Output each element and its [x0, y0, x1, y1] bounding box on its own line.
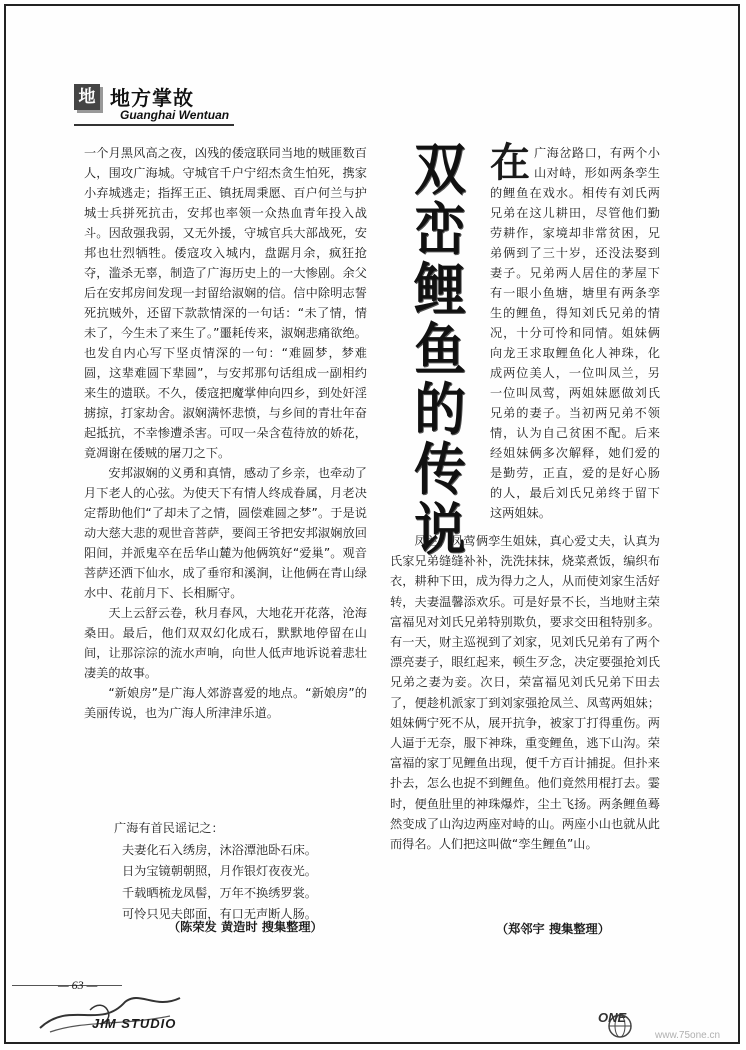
right-bottom-column [390, 531, 660, 854]
watermark-badge: ONE [598, 1010, 627, 1025]
left-paragraph: “新娘房”是广海人郊游喜爱的地点。“新娘房”的美丽传说，也为广海人所津津乐道。 [84, 686, 367, 720]
title-char: 传 [414, 437, 466, 503]
title-char: 说 [414, 497, 466, 563]
left-paragraph: 天上云舒云卷，秋月春风，大地花开花落，沧海桑田。最后，他们双双幻化成石，默默地停留在山间，让那淙淙的流水声响，向世人低声地诉说着悲壮凄美的故事。 [84, 606, 367, 680]
section-title: 地方掌故 [110, 86, 194, 110]
title-char: 鲤 [414, 257, 466, 323]
drop-cap: 在 [490, 139, 530, 186]
left-paragraph: 一个月黑风高之夜，凶残的倭寇联同当地的贼匪数百人，围攻广海城。守城官千户宁绍杰贪生怕死，携家小弃城逃走；指挥王正、镇抚周秉愿、百户何兰与护城士兵拼死抗击，安邦也率领一众热血青年投入战斗。因敌强我弱，又无外援，守城官兵大部战死，安邦也壮烈牺牲。倭寇攻入城内，盘踞月余，疯狂抢夺，滥杀无辜，制造了广海历史上的一大惨剧。余父后在安邦房间发现一封留给淑娴的信。信中除明志誓死抗贼外，还留下款款情深的一句话：“未了情，情未了，今生未了来生了。”噩耗传来，淑娴悲痛欲绝。也发自内心写下坚贞情深的一句：“难圆梦，梦难圆，这辈难圆下辈圆”，与安邦那句话组成一副相约来生的遗联。不久，倭寇把魔掌伸向四乡，到处奸淫掳掠，打家劫舍。淑娴满怀悲愤，与乡间的青壮年奋起抵抗，不幸惨遭杀害。可叹一朵含苞待放的娇花，竟凋谢在倭贼的屠刀之下。 [84, 146, 367, 460]
title-char: 峦 [414, 197, 466, 263]
header-divider [74, 124, 234, 126]
right-top-paragraph: 广海岔路口，有两个小山对峙，形如两条孪生的鲤鱼在戏水。相传有刘氏两兄弟在这儿耕田，尽管他们勤劳耕作，家境却非常贫困，兄弟俩到了三十岁，还没法娶到妻子。兄弟两人居住的茅屋下有一眼小鱼塘，塘里有两条孪生的鲤鱼，得知刘氏兄弟的情况，十分可怜和同情。姐妹俩向龙王求取鲤鱼化人神珠，化成两位美人，一位叫凤兰，另一位叫凤莺，两姐妹愿做刘氏兄弟的妻子。当初两兄弟不领情，认为自己贫困不配。后来经姐妹俩多次解释，她们爱的是勤劳，正直，爱的是好心肠的人，最后刘氏兄弟终于留下这两姐妹。 [490, 146, 660, 520]
right-credit: （郑邻宇 搜集整理） [496, 922, 610, 936]
left-paragraph: 安邦淑娴的义勇和真情，感动了乡亲，也牵动了月下老人的心弦。为使天下有情人终成眷属，月老决定帮助他们“了却未了之情，圆偿难圆之梦”。于是说动大慈大悲的观世音菩萨，要阎王爷把安邦淑娴放回阳间，并派鬼卒在岳华山麓为他俩筑好“爱巢”。观音菩萨还洒下仙水，成了垂帘和溪涧，让他俩在青山绿水中、花前月下、长相厮守。 [84, 466, 367, 600]
poem-line: 可怜只见夫郎面，有口无声断人肠。 [122, 907, 317, 921]
folk-poem [100, 818, 370, 926]
page-number: — 63 — [58, 978, 98, 992]
section-subtitle: Guanghai Wentuan [120, 108, 230, 122]
article-title [390, 137, 490, 563]
poem-line: 夫妻化石入绣房，沐浴潭池卧石床。 [122, 842, 317, 857]
section-badge-icon: 地 [74, 84, 100, 110]
left-credit: （陈荣发 黄造时 搜集整理） [168, 920, 323, 934]
poem-line: 日为宝镜朝朝照，月作银灯夜夜光。 [122, 864, 317, 878]
studio-name: JIM STUDIO [92, 1016, 177, 1031]
title-char: 鱼 [414, 317, 466, 383]
poem-line: 千载晒梳龙凤髻，万年不换绣罗裳。 [122, 885, 317, 900]
left-column [84, 143, 367, 723]
right-paragraph: 凤兰，凤莺俩孪生姐妹，真心爱丈夫，认真为氏家兄弟缝缝补补，洗洗抹抹，烧菜煮饭，编织布衣，耕种下田，成为得力之人，从而使刘家生活好转，夫妻温馨添欢乐。可是好景不长，当地财主荣富福见对刘氏兄弟特别欺负，要求交田租特别多。有一天，财主巡视到了刘家，见刘氏兄弟有了两个漂亮妻子，眼红起来，顿生歹念，决定要强抢刘氏兄弟之妻为妾。次日，荣富福见刘氏兄弟下田去了，便趁机派家丁到刘家强抢凤兰、凤莺两姐妹；姐妹俩宁死不从，展开抗争，被家丁打得重伤。两人逼于无奈，服下神珠，重变鲤鱼，逃下山沟。荣富福的家丁见鲤鱼出现，便千方百计捕捉。但扑来扑去，怎么也捉不到鲤鱼。他们竟然用棍打去。霎时，便鱼肚里的神珠爆炸，尘土飞扬。两条鲤鱼蓦然变成了山沟边两座对峙的山。两座小山也就从此而得名。人们把这叫做“孪生鲤鱼”山。 [390, 534, 660, 852]
title-char: 双 [414, 137, 466, 203]
poem-intro: 广海有首民谣记之： [114, 821, 224, 835]
watermark-url: www.75one.cn [655, 1030, 721, 1041]
right-top-column [490, 139, 660, 523]
title-char: 的 [414, 377, 466, 443]
